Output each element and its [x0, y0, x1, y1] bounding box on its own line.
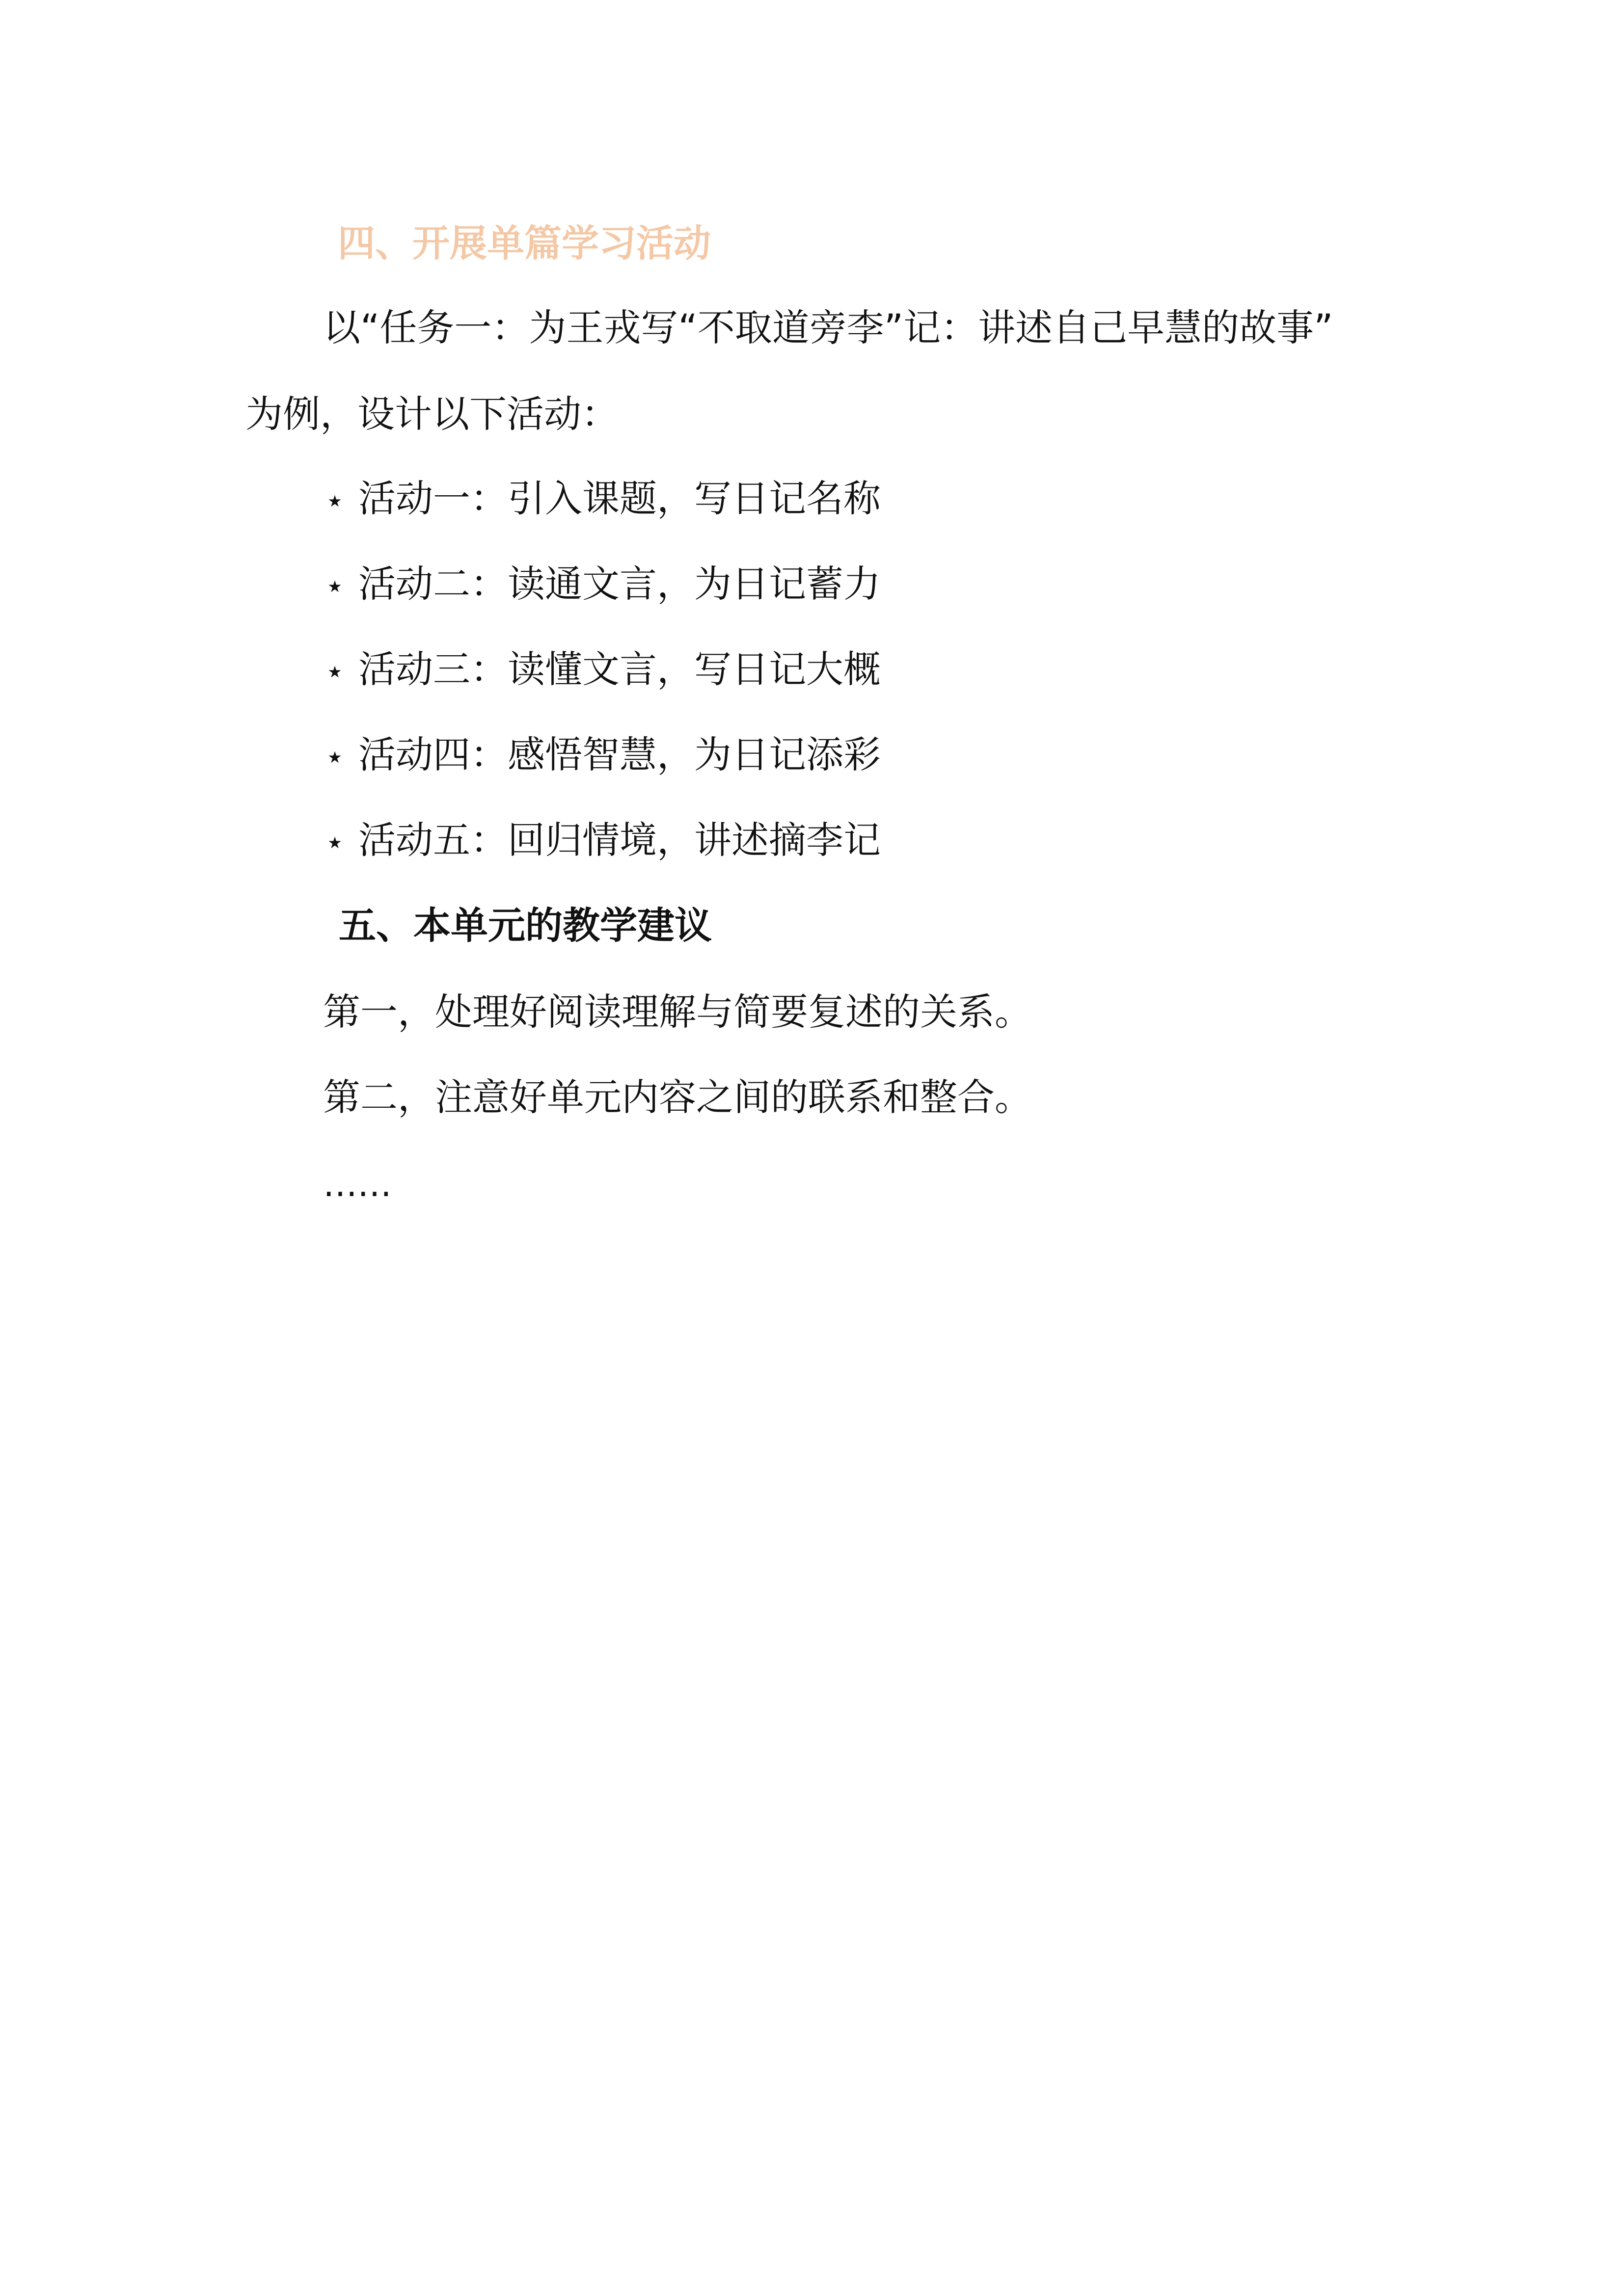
- suggestion-1: 第一，处理好阅读理解与简要复述的关系。: [323, 990, 1032, 1034]
- activity-item-1: [328, 477, 881, 520]
- section-4-heading: 四、开展单篇学习活动: [338, 221, 711, 265]
- star-icon: ⭑: [328, 656, 342, 686]
- activity-text: 活动一：引入课题，写日记名称: [358, 477, 881, 520]
- suggestion-2: 第二，注意好单元内容之间的联系和整合。: [323, 1075, 1032, 1119]
- activity-item-3: [328, 647, 881, 691]
- star-icon: ⭑: [328, 742, 342, 771]
- activity-item-5: [328, 818, 881, 862]
- activity-text: 活动四：感悟智慧，为日记添彩: [358, 733, 881, 776]
- ellipsis: ……: [323, 1164, 392, 1204]
- section-4-intro-line-1: 以“任务一：为王戎写“不取道旁李”记：讲述自己早慧的故事”: [323, 306, 1333, 349]
- star-icon: ⭑: [328, 571, 342, 600]
- activity-item-2: [328, 562, 881, 606]
- activity-text: 活动五：回归情境，讲述摘李记: [358, 818, 881, 862]
- star-icon: ⭑: [328, 827, 342, 856]
- section-4-intro-line-2: 为例，设计以下活动：: [245, 392, 619, 436]
- activity-text: 活动二：读通文言，为日记蓄力: [358, 562, 881, 606]
- activity-item-4: [328, 733, 881, 776]
- section-5-heading: 五、本单元的教学建议: [339, 904, 712, 947]
- activity-text: 活动三：读懂文言，写日记大概: [358, 647, 881, 691]
- star-icon: ⭑: [328, 485, 342, 515]
